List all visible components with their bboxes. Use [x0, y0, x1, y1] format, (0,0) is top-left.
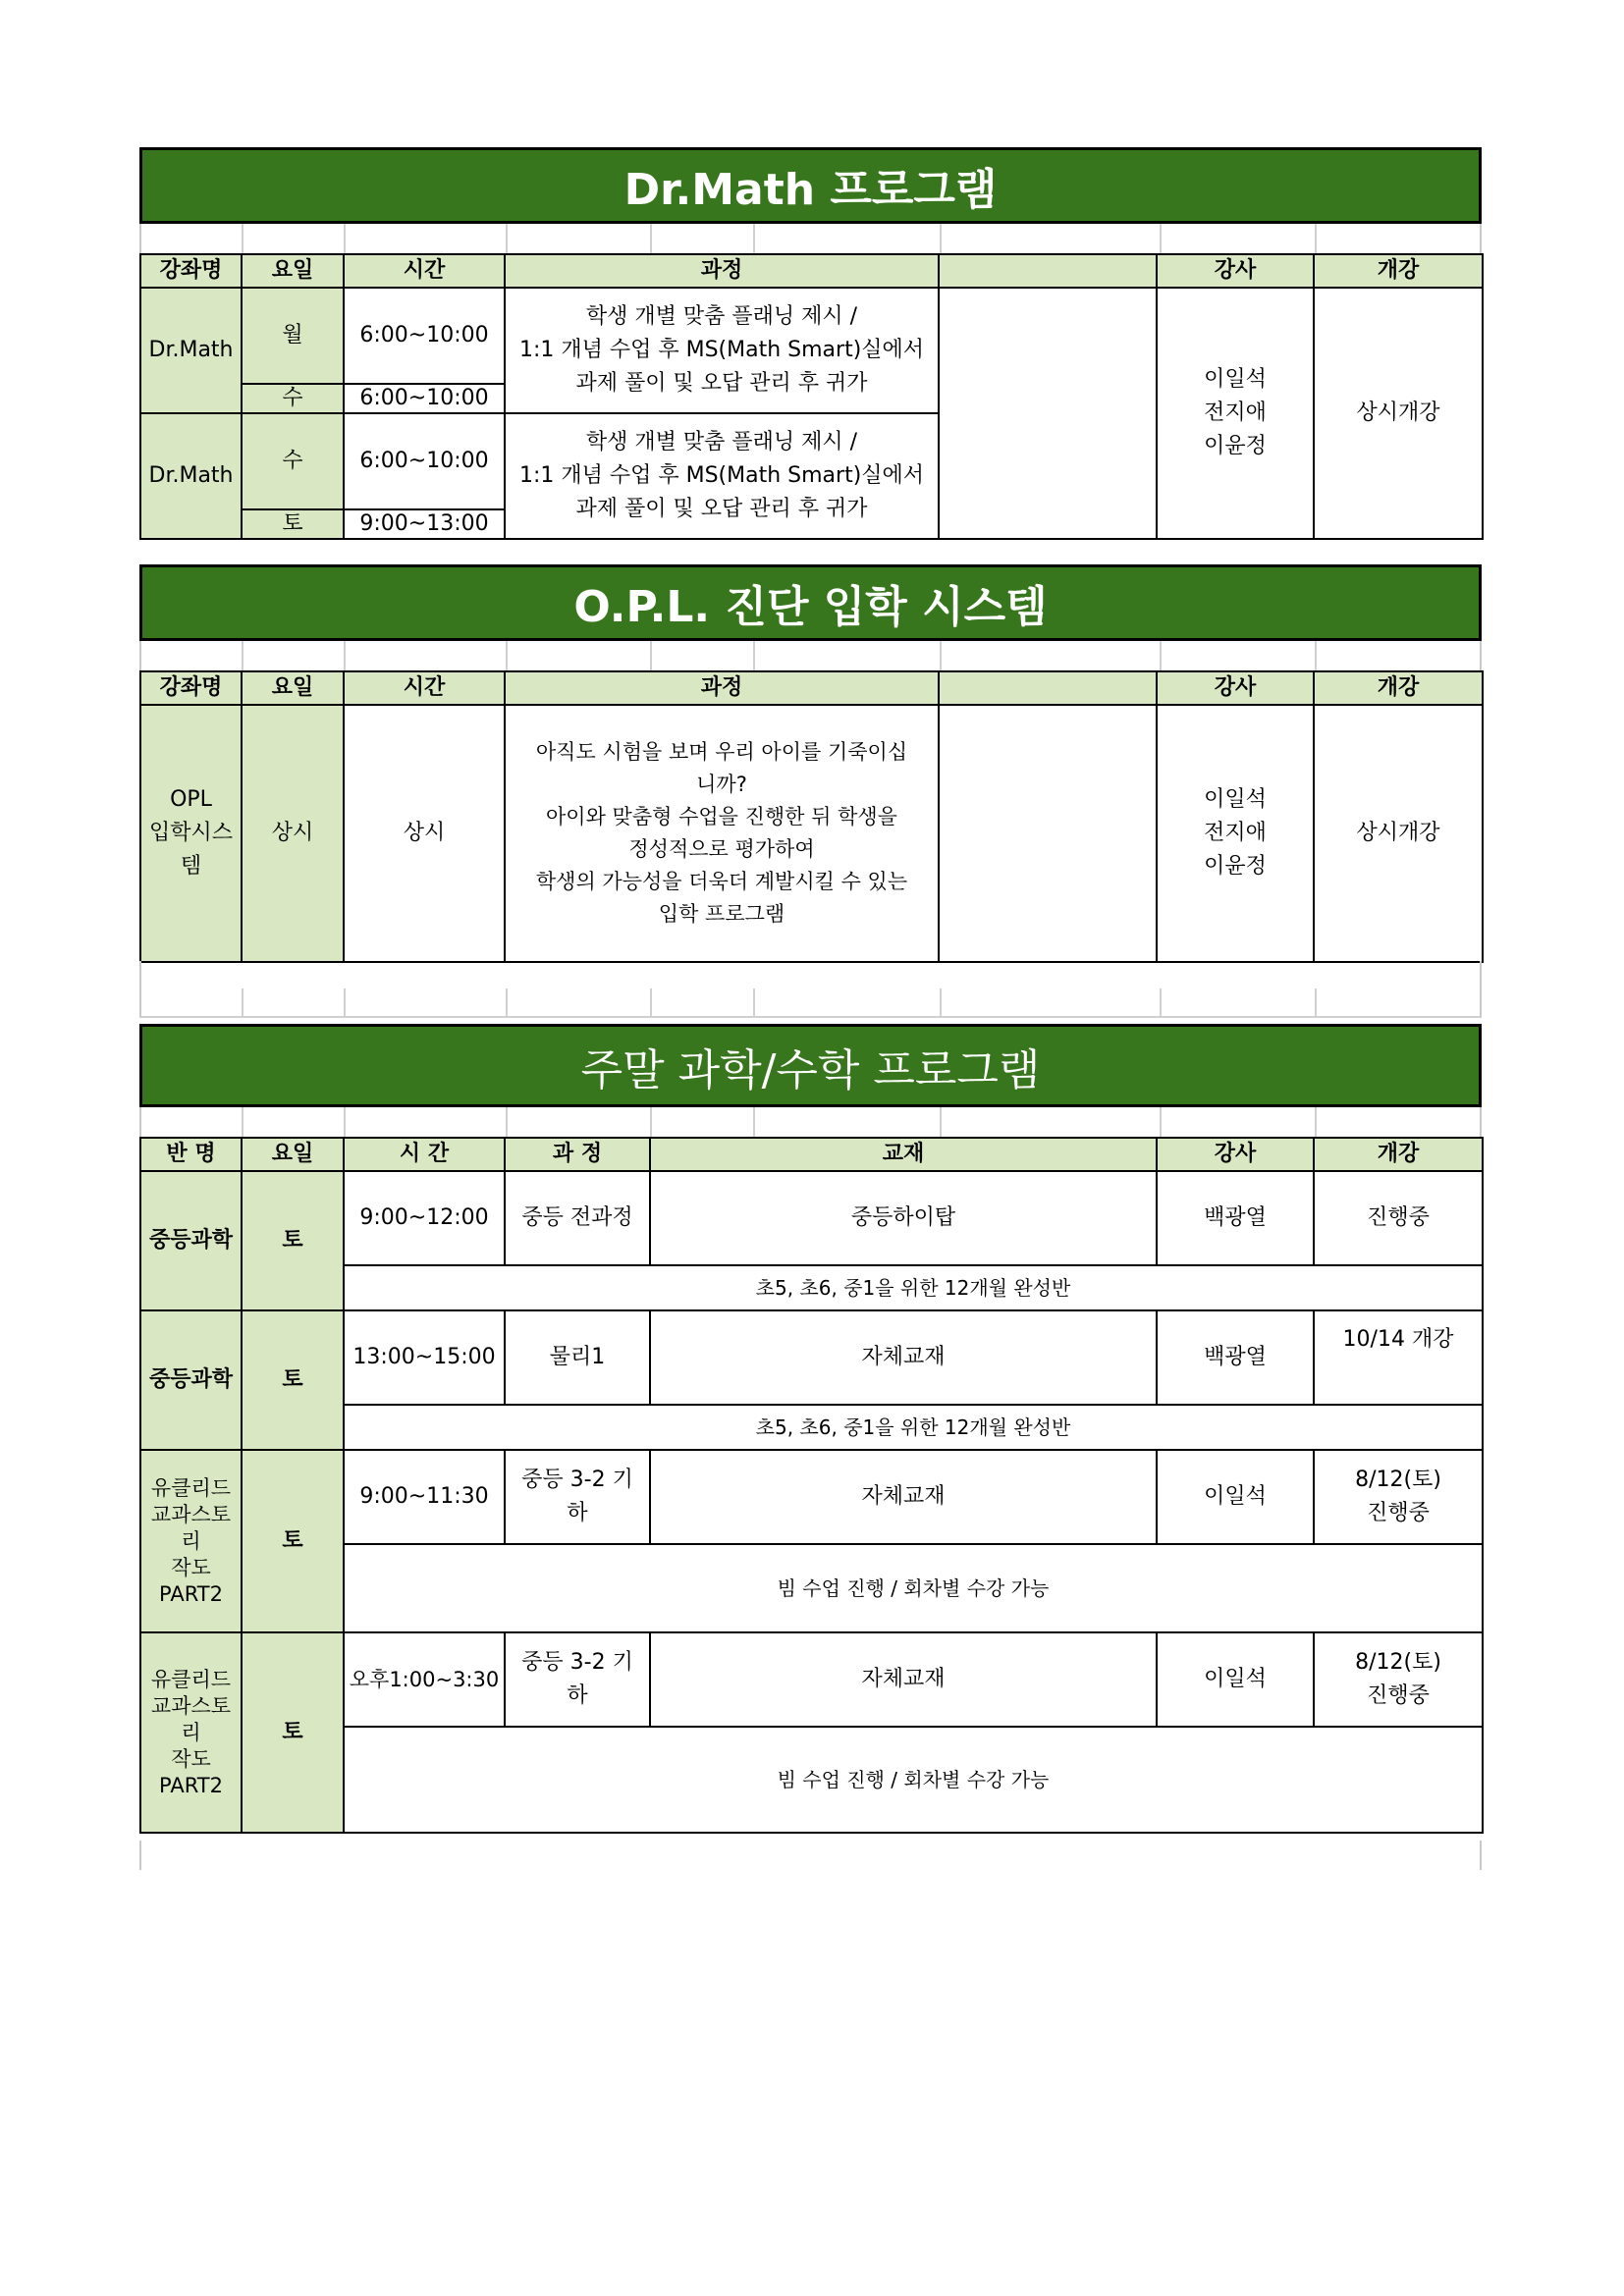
day-cell: 월 — [242, 288, 344, 384]
class-name-cell: 중등과학 — [140, 1310, 242, 1450]
header-cell: 과 정 — [505, 1138, 650, 1171]
header-cell — [939, 671, 1157, 705]
weekend-title: 주말 과학/수학 프로그램 — [580, 1044, 1041, 1095]
day-cell: 토 — [242, 1310, 344, 1450]
day-cell: 수 — [242, 384, 344, 413]
time-cell: 9:00~11:30 — [344, 1450, 505, 1544]
course-name-cell: Dr.Math — [140, 288, 242, 413]
table-row — [140, 1171, 1483, 1265]
teacher-cell: 이일석 — [1157, 1632, 1314, 1727]
day-cell: 수 — [242, 413, 344, 509]
header-cell: 반 명 — [140, 1138, 242, 1171]
time-cell: 6:00~10:00 — [344, 413, 505, 509]
table-header-row — [140, 254, 1483, 288]
time-cell: 상시 — [344, 705, 505, 962]
class-name-cell: 중등과학 — [140, 1171, 242, 1310]
day-cell: 상시 — [242, 705, 344, 962]
header-cell: 요일 — [242, 671, 344, 705]
header-cell: 강사 — [1157, 254, 1314, 288]
note-cell: 초5, 초6, 중1을 위한 12개월 완성반 — [344, 1405, 1483, 1450]
note-cell: 빔 수업 진행 / 회차별 수강 가능 — [344, 1544, 1483, 1632]
instructor-cell: 이일석 전지애 이윤정 — [1157, 705, 1314, 962]
time-cell: 13:00~15:00 — [344, 1310, 505, 1405]
spacer-grid — [139, 961, 1482, 1018]
spacer-grid — [139, 1107, 1482, 1137]
header-cell: 강좌명 — [140, 671, 242, 705]
weekend-title-banner — [139, 1024, 1482, 1107]
drmath-title: Dr.Math 프로그램 — [623, 165, 998, 215]
drmath-table — [139, 253, 1484, 540]
teacher-cell: 백광열 — [1157, 1171, 1314, 1265]
day-cell: 토 — [242, 1632, 344, 1833]
course-cell: 중등 3-2 기 하 — [505, 1632, 650, 1727]
opening-cell: 8/12(토) 진행중 — [1314, 1632, 1483, 1727]
table-row — [140, 1310, 1483, 1405]
course-name-cell: Dr.Math — [140, 413, 242, 539]
course-name-cell: OPL 입학시스 템 — [140, 705, 242, 962]
teacher-cell: 이일석 — [1157, 1450, 1314, 1544]
table-row — [140, 288, 1483, 384]
course-desc-cell: 아직도 시험을 보며 우리 아이를 기죽이십 니까? 아이와 맞춤형 수업을 진행한 뒤 학생을 정성적으로 평가하여 학생의 가능성을 더욱더 계발시킬 수 있는 입학 프로그램 — [505, 705, 939, 962]
course-desc-cell: 학생 개별 맞춤 플래닝 제시 / 1:1 개념 수업 후 MS(Math Smart)실에서 과제 풀이 및 오답 관리 후 귀가 — [505, 413, 939, 539]
book-cell: 중등하이탑 — [650, 1171, 1157, 1265]
table-row — [140, 705, 1483, 962]
time-cell: 9:00~12:00 — [344, 1171, 505, 1265]
opl-title-banner — [139, 564, 1482, 641]
header-cell: 시 간 — [344, 1138, 505, 1171]
time-cell: 9:00~13:00 — [344, 509, 505, 539]
header-cell: 시간 — [344, 671, 505, 705]
day-cell: 토 — [242, 509, 344, 539]
opening-cell: 상시개강 — [1314, 705, 1483, 962]
header-cell: 교재 — [650, 1138, 1157, 1171]
course-desc-cell: 학생 개별 맞춤 플래닝 제시 / 1:1 개념 수업 후 MS(Math Smart)실에서 과제 풀이 및 오답 관리 후 귀가 — [505, 288, 939, 413]
book-cell: 자체교재 — [650, 1310, 1157, 1405]
course-cell: 중등 3-2 기 하 — [505, 1450, 650, 1544]
class-name-cell: 유클리드 교과스토 리 작도 PART2 — [140, 1632, 242, 1833]
header-cell — [939, 254, 1157, 288]
time-cell: 오후1:00~3:30 — [344, 1632, 505, 1727]
spacer-grid — [139, 641, 1482, 670]
opl-table — [139, 670, 1484, 963]
header-cell: 시간 — [344, 254, 505, 288]
opl-title: O.P.L. 진단 입학 시스템 — [573, 582, 1048, 632]
note-cell: 초5, 초6, 중1을 위한 12개월 완성반 — [344, 1265, 1483, 1310]
weekend-table — [139, 1137, 1484, 1834]
header-cell: 개강 — [1314, 254, 1483, 288]
blank-cell — [939, 705, 1157, 962]
spacer-grid — [139, 224, 1482, 253]
drmath-title-banner — [139, 147, 1482, 224]
opening-cell: 상시개강 — [1314, 288, 1483, 539]
book-cell: 자체교재 — [650, 1450, 1157, 1544]
book-cell: 자체교재 — [650, 1632, 1157, 1727]
teacher-cell: 백광열 — [1157, 1310, 1314, 1405]
day-cell: 토 — [242, 1450, 344, 1632]
time-cell: 6:00~10:00 — [344, 384, 505, 413]
day-cell: 토 — [242, 1171, 344, 1310]
instructor-cell: 이일석 전지애 이윤정 — [1157, 288, 1314, 539]
header-cell: 요일 — [242, 1138, 344, 1171]
opening-cell: 10/14 개강 — [1314, 1310, 1483, 1405]
table-row — [140, 1632, 1483, 1727]
header-cell: 강사 — [1157, 671, 1314, 705]
table-header-row — [140, 671, 1483, 705]
header-cell: 요일 — [242, 254, 344, 288]
course-cell: 중등 전과정 — [505, 1171, 650, 1265]
header-cell: 개강 — [1314, 671, 1483, 705]
opening-cell: 진행중 — [1314, 1171, 1483, 1265]
class-name-cell: 유클리드 교과스토 리 작도 PART2 — [140, 1450, 242, 1632]
header-cell: 강좌명 — [140, 254, 242, 288]
blank-cell — [939, 288, 1157, 539]
note-cell: 빔 수업 진행 / 회차별 수강 가능 — [344, 1727, 1483, 1833]
table-header-row — [140, 1138, 1483, 1171]
header-cell: 강사 — [1157, 1138, 1314, 1171]
spacer-grid — [139, 1841, 1482, 1870]
time-cell: 6:00~10:00 — [344, 288, 505, 384]
table-row — [140, 1450, 1483, 1544]
header-cell: 과정 — [505, 671, 939, 705]
course-cell: 물리1 — [505, 1310, 650, 1405]
opening-cell: 8/12(토) 진행중 — [1314, 1450, 1483, 1544]
header-cell: 개강 — [1314, 1138, 1483, 1171]
header-cell: 과정 — [505, 254, 939, 288]
